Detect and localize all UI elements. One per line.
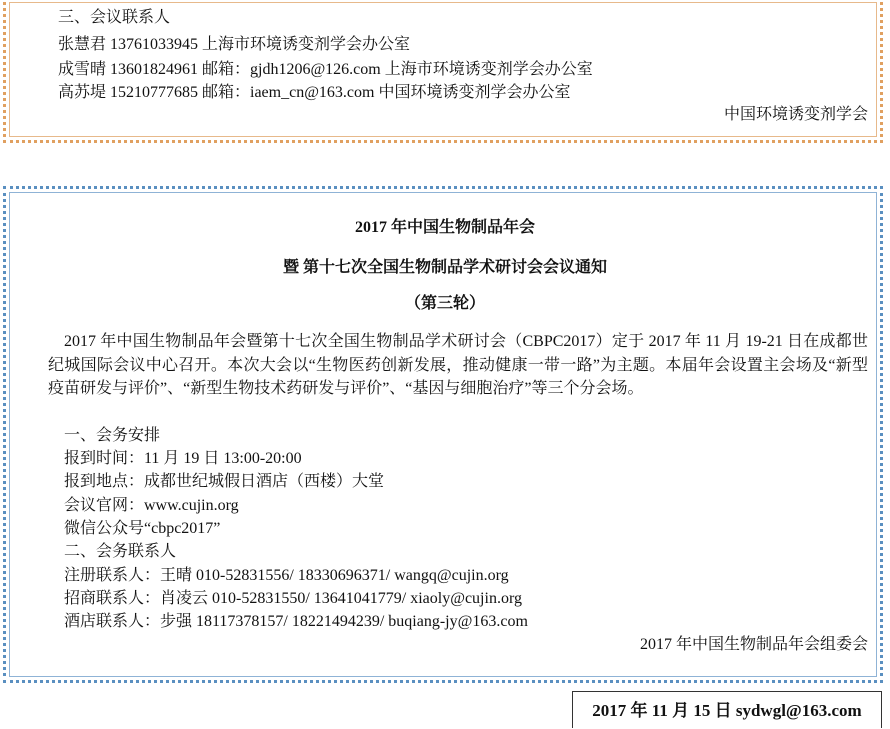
notice-subtitle: 暨 第十七次全国生物制品学术研讨会会议通知 (282, 259, 607, 276)
official-website: 会议官网：www.cujin.org (64, 497, 239, 514)
section-heading-arrangement: 一、会务安排 (64, 427, 161, 444)
wechat-account: 微信公众号“cbpc2017” (64, 520, 221, 537)
notice-title: 2017 年中国生物制品年会 (354, 219, 535, 236)
contact-registration: 注册联系人：王晴 010-52831556/ 18330696371/ wangq@cujin.org (64, 567, 509, 584)
contact-hotel: 酒店联系人：步强 18117378157/ 18221494239/ buqiang-jy@163.com (64, 613, 528, 630)
prev-contact-line: 张慧君 13761033945 上海市环境诱变剂学会办公室 (58, 36, 411, 53)
notice-round: （第三轮） (404, 295, 485, 312)
notice-signature: 2017 年中国生物制品年会组委会 (639, 636, 868, 653)
contact-sponsorship: 招商联系人：肖凌云 010-52831550/ 13641041779/ xiaoly@cujin.org (64, 590, 522, 607)
section-heading-contacts: 二、会务联系人 (64, 543, 177, 560)
footer-date-email: 2017 年 11 月 15 日 sydwgl@163.com (572, 691, 882, 728)
registration-location: 报到地点：成都世纪城假日酒店（西楼）大堂 (64, 473, 385, 490)
prev-contacts-heading: 三、会议联系人 (58, 9, 171, 26)
registration-time: 报到时间：11 月 19 日 13:00-20:00 (64, 450, 302, 467)
prev-contact-line: 高苏堤 15210777685 邮箱：iaem_cn@163.com 中国环境诱变剂学会办公室 (58, 84, 571, 101)
prev-signature: 中国环境诱变剂学会 (723, 106, 868, 123)
prev-contact-line: 成雪晴 13601824961 邮箱：gjdh1206@126.com 上海市环境诱变剂学会办公室 (58, 61, 593, 78)
notice-intro-paragraph: 2017 年中国生物制品年会暨第十七次全国生物制品学术研讨会（CBPC2017）定于 2017 年 11 月 19-21 日在成都世纪城国际会议中心召开。本次大会以“生物医药创新发展，推动健康一带一路”为主题。本届年会设置主会场及“新型疫苗研发与评价”、“新型生物技术药研发与评价”、“基因与细胞治疗”等三个分会场。 (48, 333, 868, 397)
